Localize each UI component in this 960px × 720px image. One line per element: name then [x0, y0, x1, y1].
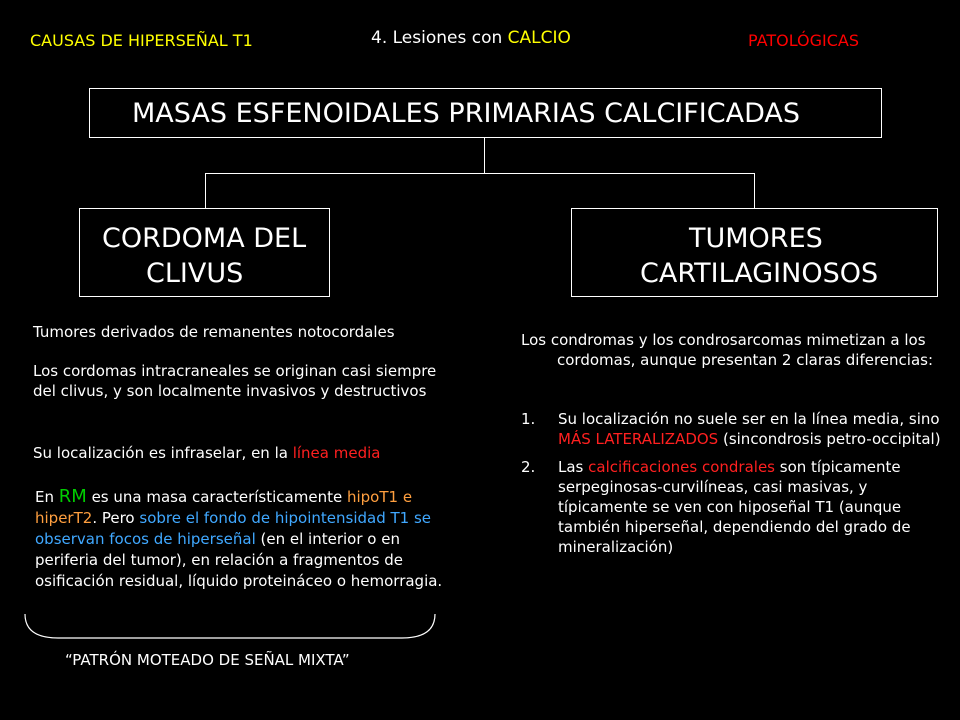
rm-text-1: En [35, 488, 59, 506]
difference-item-2-post: son típicamente serpeginosas-curvilíneas, casi masivas, y típicamente se ven con hiposeñal T1 (aunque también hiperseñal, dependiendo del grado de mineralización) [558, 458, 911, 556]
left-paragraph-3 [33, 443, 453, 463]
calcificaciones-highlight: calcificaciones condrales [588, 458, 775, 476]
brace-bracket [20, 610, 440, 646]
hiperseñal-highlight: sobre el fondo de hipointensidad T1 se observan focos de hiperseñal [35, 509, 432, 548]
difference-item-2 [521, 457, 941, 557]
right-intro-text: Los condromas y los condrosarcomas mimetizan a los cordomas, aunque presentan 2 claras diferencias: [521, 331, 934, 369]
left-paragraph-2: Los cordomas intracraneales se originan casi siempre del clivus, y son localmente invasivos y destructivos [33, 362, 437, 400]
differences-list [521, 409, 941, 565]
tumores-box-line2: CARTILAGINOSOS [640, 258, 879, 289]
connector-vertical-top [484, 138, 485, 174]
difference-item-2-text: Las [558, 458, 589, 476]
pattern-label: “PATRÓN MOTEADO DE SEÑAL MIXTA” [65, 651, 350, 669]
difference-item-2-number: 2. [521, 458, 536, 476]
tumores-box-line1: TUMORES [689, 223, 823, 254]
difference-item-1 [521, 409, 941, 449]
rm-text-3: . Pero [92, 509, 140, 527]
rm-highlight: RM [58, 486, 87, 507]
hipert2-highlight: e hiperT2 [35, 488, 413, 527]
tumores-box [571, 208, 938, 297]
header-topic: CAUSAS DE HIPERSEÑAL T1 [30, 31, 253, 50]
left-paragraph-3-text: Su localización es infraselar, en la [33, 444, 293, 462]
main-title: MASAS ESFENOIDALES PRIMARIAS CALCIFICADAS [132, 98, 801, 129]
left-paragraph-1: Tumores derivados de remanentes notocordales [33, 323, 395, 341]
rm-paragraph [35, 486, 445, 592]
rm-text-4: (en el interior o en periferia del tumor), en relación a fragmentos de osificación residual, líquido proteináceo o hemorragia. [35, 530, 443, 590]
connector-right-drop [754, 173, 755, 208]
linea-media-highlight: línea media [292, 444, 381, 462]
cordoma-box-line2: CLIVUS [146, 258, 244, 289]
header-section-accent: CALCIO [507, 28, 571, 48]
right-intro [521, 330, 941, 370]
lateralizados-highlight: MÁS LATERALIZADOS [558, 430, 719, 448]
main-title-box [89, 88, 882, 138]
connector-left-drop [205, 173, 206, 208]
hipot1-highlight: hipoT1 [346, 488, 399, 506]
cordoma-box-line1: CORDOMA DEL [102, 223, 307, 254]
difference-item-1-number: 1. [521, 410, 536, 428]
header-section [371, 28, 571, 48]
rm-text-2: es una masa característicamente [86, 488, 347, 506]
header-section-prefix: 4. Lesiones con [371, 28, 508, 48]
cordoma-box [79, 208, 330, 297]
difference-item-1-post: (sincondrosis petro-occipital) [718, 430, 941, 448]
connector-horizontal [205, 173, 755, 174]
difference-item-1-text: Su localización no suele ser en la línea media, sino [558, 410, 940, 428]
header-category: PATOLÓGICAS [748, 31, 860, 50]
